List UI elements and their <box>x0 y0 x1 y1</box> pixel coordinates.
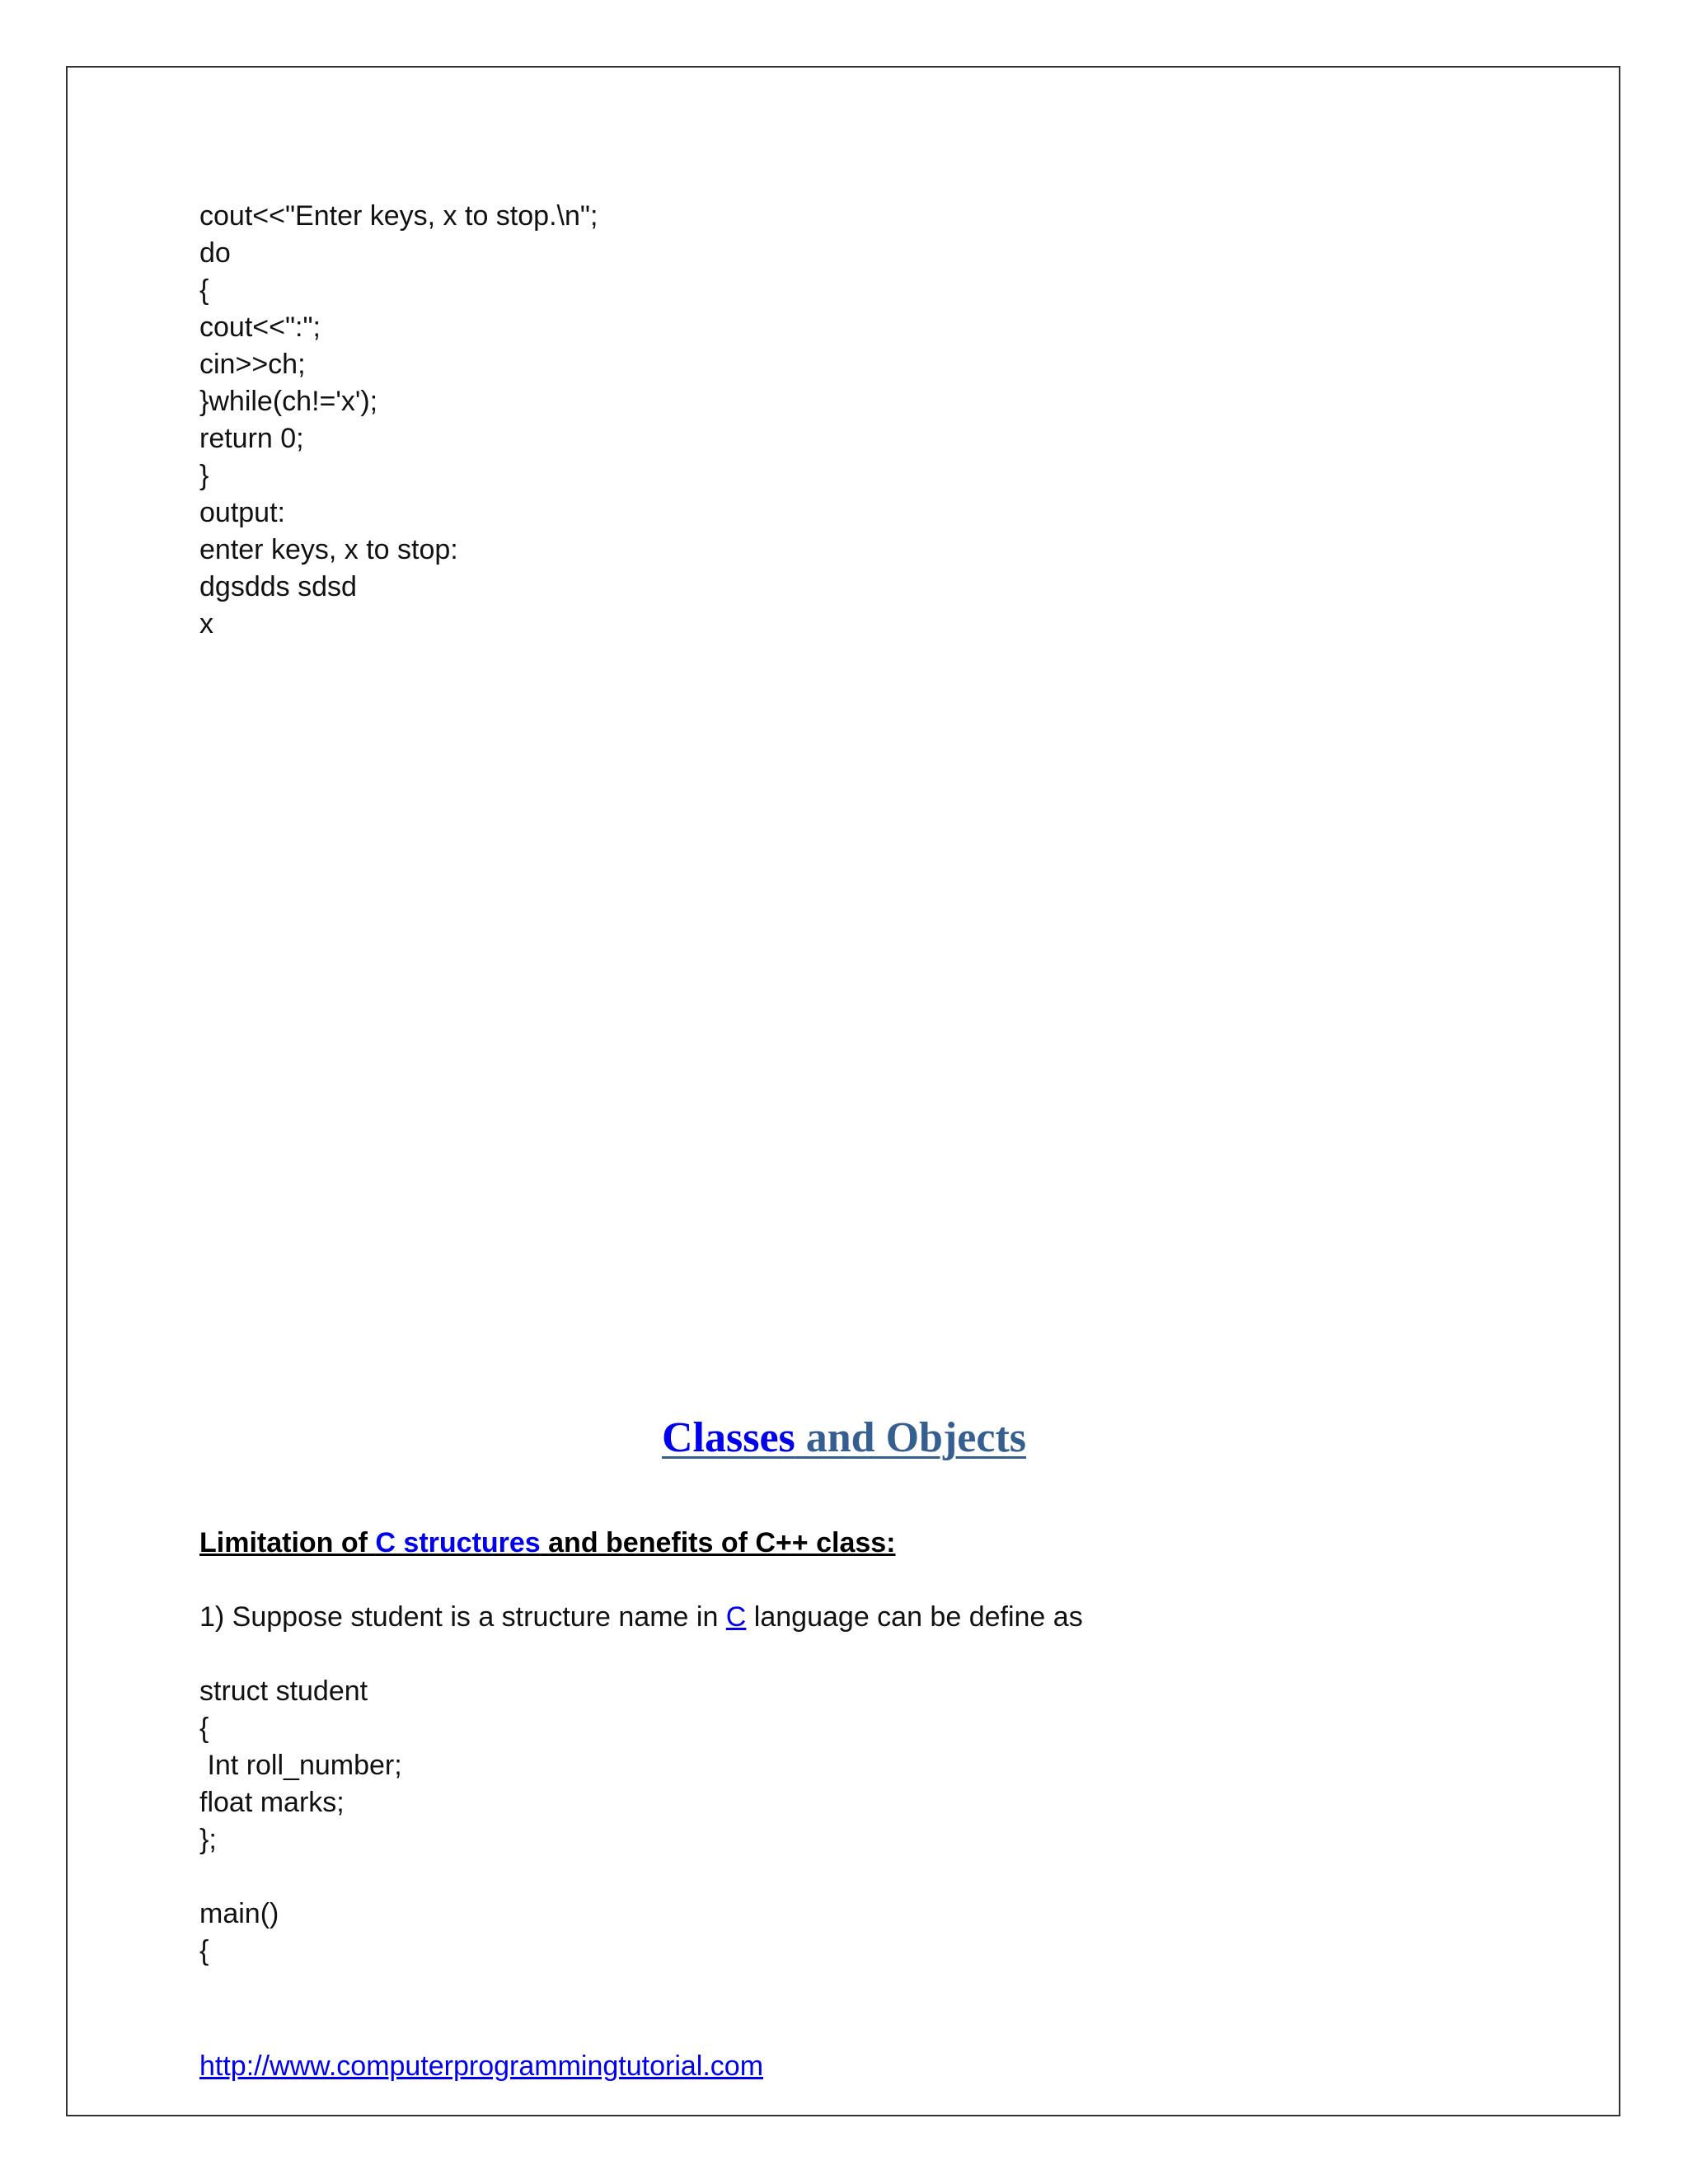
code-line: return 0; <box>199 423 304 454</box>
output-line: enter keys, x to stop: <box>199 534 458 565</box>
code-line: struct student <box>199 1675 368 1707</box>
paragraph <box>199 1599 1083 1636</box>
code-line: cout<<":"; <box>199 312 321 343</box>
code-line: main() <box>199 1898 279 1929</box>
code-line: { <box>199 274 209 306</box>
code-line: }while(ch!='x'); <box>199 386 378 417</box>
code-line: { <box>199 1935 209 1966</box>
paragraph-suffix: language can be define as <box>746 1601 1083 1633</box>
code-line: }; <box>199 1824 217 1855</box>
subheading-prefix: Limitation of <box>199 1527 376 1558</box>
subheading-suffix: and benefits of C++ class: <box>540 1527 896 1558</box>
heading-rest-text: and Objects <box>795 1414 1027 1461</box>
code-line: cout<<"Enter keys, x to stop.\n"; <box>199 200 598 232</box>
subheading <box>199 1525 896 1562</box>
output-line: dgsdds sdsd <box>199 571 357 602</box>
code-line: { <box>199 1713 209 1744</box>
c-structures-link[interactable]: C structures <box>375 1527 541 1558</box>
code-line: do <box>199 237 231 269</box>
code-line: Int roll_number; <box>199 1750 402 1781</box>
code-line: } <box>199 460 209 491</box>
output-line: output: <box>199 497 285 528</box>
code-line: cin>>ch; <box>199 349 306 380</box>
classes-link[interactable]: Classes <box>661 1414 795 1461</box>
c-language-link[interactable]: C <box>725 1601 747 1633</box>
code-line: float marks; <box>199 1787 345 1818</box>
paragraph-prefix: 1) Suppose student is a structure name in <box>199 1601 726 1633</box>
section-heading <box>0 1409 1688 1467</box>
output-line: x <box>199 608 213 640</box>
footer-url-link[interactable]: http://www.computerprogrammingtutorial.com <box>199 2050 764 2082</box>
